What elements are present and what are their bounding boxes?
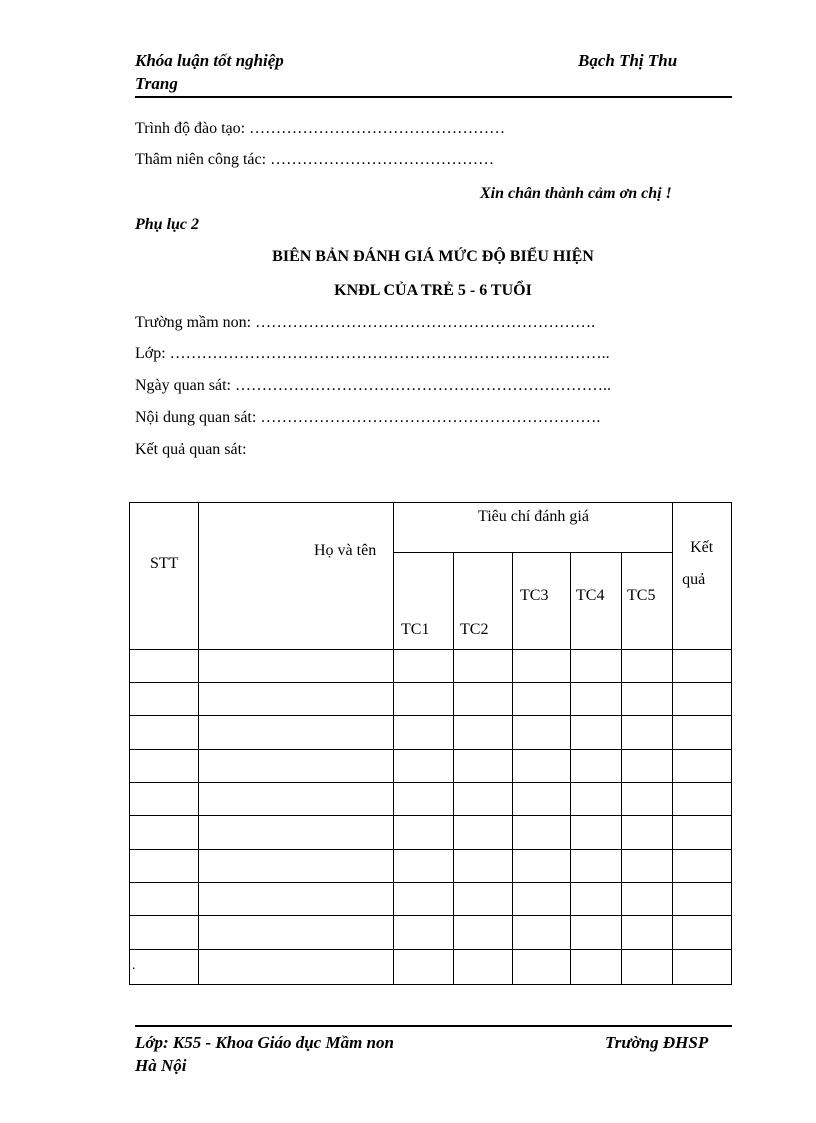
- header-title: Khóa luận tốt nghiệp: [135, 51, 284, 70]
- name-cell[interactable]: [199, 816, 394, 850]
- tc2-cell[interactable]: [454, 916, 513, 950]
- tc2-cell[interactable]: [454, 883, 513, 916]
- tc1-cell[interactable]: [394, 783, 454, 816]
- tc1-cell[interactable]: [394, 816, 454, 850]
- thanks-line: Xin chân thành cảm ơn chị !: [480, 185, 672, 202]
- tc1-header: [394, 553, 454, 650]
- tc4-cell[interactable]: [571, 916, 622, 950]
- table-row: [130, 683, 732, 716]
- stt-cell[interactable]: [130, 716, 199, 750]
- name-cell[interactable]: [199, 650, 394, 683]
- form-subtitle: KNĐL CỦA TRẺ 5 - 6 TUỔI: [334, 282, 532, 299]
- result-cell[interactable]: [673, 716, 732, 750]
- name-cell[interactable]: [199, 950, 394, 985]
- tc1-cell[interactable]: [394, 850, 454, 883]
- result-line: Kết quả quan sát:: [135, 441, 247, 458]
- stt-header-label: STT: [150, 555, 179, 572]
- tc4-cell[interactable]: [571, 783, 622, 816]
- tc5-cell[interactable]: [622, 816, 673, 850]
- tc5-cell[interactable]: [622, 650, 673, 683]
- school-line: Trường mầm non: ……………………………………………………….: [135, 314, 596, 331]
- result-cell[interactable]: [673, 816, 732, 850]
- tc3-cell[interactable]: [513, 650, 571, 683]
- date-line: Ngày quan sát: ……………………………………………………………..: [135, 377, 611, 394]
- tc3-label: TC3: [520, 587, 549, 604]
- tc3-cell[interactable]: [513, 716, 571, 750]
- class-line: Lớp: ………………………………………………………………………..: [135, 345, 610, 362]
- stt-cell[interactable]: [130, 816, 199, 850]
- tc1-cell[interactable]: [394, 683, 454, 716]
- tc2-label: TC2: [460, 621, 489, 638]
- tc3-cell[interactable]: [513, 916, 571, 950]
- tc4-cell[interactable]: [571, 650, 622, 683]
- appendix-label: Phụ lục 2: [135, 216, 200, 233]
- stt-cell[interactable]: [130, 883, 199, 916]
- tc4-cell[interactable]: [571, 950, 622, 985]
- stt-header: [130, 503, 199, 650]
- education-line: Trình độ đào tạo: …………………………………………: [135, 120, 506, 137]
- tc5-cell[interactable]: [622, 750, 673, 783]
- tc1-cell[interactable]: [394, 750, 454, 783]
- result-cell[interactable]: [673, 650, 732, 683]
- result-header-label-2: quả: [682, 571, 706, 588]
- tc5-cell[interactable]: [622, 783, 673, 816]
- table-row: [130, 916, 732, 950]
- tc4-cell[interactable]: [571, 750, 622, 783]
- footer-school: Trường ĐHSP: [605, 1033, 709, 1052]
- footer-rule: [135, 1025, 732, 1027]
- stt-cell[interactable]: [130, 850, 199, 883]
- name-cell[interactable]: [199, 716, 394, 750]
- tc5-cell[interactable]: [622, 683, 673, 716]
- header-author: Bạch Thị Thu: [578, 51, 678, 70]
- result-cell[interactable]: [673, 950, 732, 985]
- tc2-cell[interactable]: [454, 650, 513, 683]
- tc1-cell[interactable]: [394, 950, 454, 985]
- result-header: [673, 503, 732, 650]
- tc1-label: TC1: [401, 621, 430, 638]
- tc5-cell[interactable]: [622, 716, 673, 750]
- tc2-cell[interactable]: [454, 816, 513, 850]
- tc2-cell[interactable]: [454, 783, 513, 816]
- tc3-cell[interactable]: [513, 883, 571, 916]
- table-row: [130, 883, 732, 916]
- table-row: [130, 650, 732, 683]
- table-row: [130, 850, 732, 883]
- stt-cell[interactable]: [130, 916, 199, 950]
- name-cell[interactable]: [199, 883, 394, 916]
- tc3-cell[interactable]: [513, 950, 571, 985]
- footer-class: Lớp: K55 - Khoa Giáo dục Mầm non: [135, 1033, 394, 1052]
- tc1-cell[interactable]: [394, 650, 454, 683]
- tc5-cell[interactable]: [622, 850, 673, 883]
- stt-cell[interactable]: [130, 950, 199, 985]
- seniority-line: Thâm niên công tác: ……………………………………: [135, 151, 495, 168]
- tc3-cell[interactable]: [513, 783, 571, 816]
- result-cell[interactable]: [673, 750, 732, 783]
- tc4-cell[interactable]: [571, 716, 622, 750]
- tc4-cell[interactable]: [571, 816, 622, 850]
- name-header: [199, 503, 394, 650]
- table-row: [130, 716, 732, 750]
- result-cell[interactable]: [673, 916, 732, 950]
- stt-cell[interactable]: [130, 783, 199, 816]
- result-cell[interactable]: [673, 783, 732, 816]
- tc2-header: [454, 553, 513, 650]
- criteria-header: [394, 503, 673, 553]
- content-line: Nội dung quan sát: ……………………………………………………….: [135, 409, 601, 426]
- tc2-cell[interactable]: [454, 683, 513, 716]
- name-cell[interactable]: [199, 683, 394, 716]
- header-rule: [135, 96, 732, 98]
- tc1-cell[interactable]: [394, 716, 454, 750]
- tc4-label: TC4: [576, 587, 605, 604]
- name-cell[interactable]: [199, 750, 394, 783]
- tc2-cell[interactable]: [454, 750, 513, 783]
- tc3-cell[interactable]: [513, 750, 571, 783]
- name-cell[interactable]: [199, 783, 394, 816]
- footer-class-cont: Hà Nội: [135, 1056, 187, 1075]
- name-header-label: Họ và tên: [314, 542, 377, 559]
- name-cell[interactable]: [199, 850, 394, 883]
- table-row: [130, 783, 732, 816]
- criteria-header-label: Tiêu chí đánh giá: [478, 508, 589, 525]
- tc2-cell[interactable]: [454, 850, 513, 883]
- stt-cell[interactable]: [130, 650, 199, 683]
- tc5-label: TC5: [627, 587, 656, 604]
- tc2-cell[interactable]: [454, 950, 513, 985]
- stt-cell[interactable]: [130, 750, 199, 783]
- tc5-cell[interactable]: [622, 950, 673, 985]
- tc5-cell[interactable]: [622, 916, 673, 950]
- table-row: [130, 750, 732, 783]
- row-mark: .: [132, 958, 136, 973]
- result-header-label: Kết: [690, 539, 714, 556]
- table-row: [130, 950, 732, 985]
- result-cell[interactable]: [673, 850, 732, 883]
- tc4-header: [571, 553, 622, 650]
- form-title: BIÊN BẢN ĐÁNH GIÁ MỨC ĐỘ BIỂU HIỆN: [272, 248, 594, 265]
- tc4-cell[interactable]: [571, 883, 622, 916]
- header-title-cont: Trang: [135, 74, 178, 93]
- table-row: [130, 816, 732, 850]
- stt-cell[interactable]: [130, 683, 199, 716]
- tc5-cell[interactable]: [622, 883, 673, 916]
- tc1-cell[interactable]: [394, 883, 454, 916]
- tc3-cell[interactable]: [513, 816, 571, 850]
- name-cell[interactable]: [199, 916, 394, 950]
- tc2-cell[interactable]: [454, 716, 513, 750]
- evaluation-table: [129, 502, 732, 985]
- result-cell[interactable]: [673, 683, 732, 716]
- tc3-header: [513, 553, 571, 650]
- tc3-cell[interactable]: [513, 850, 571, 883]
- tc1-cell[interactable]: [394, 916, 454, 950]
- tc5-header: [622, 553, 673, 650]
- result-cell[interactable]: [673, 883, 732, 916]
- tc4-cell[interactable]: [571, 850, 622, 883]
- tc4-cell[interactable]: [571, 683, 622, 716]
- tc3-cell[interactable]: [513, 683, 571, 716]
